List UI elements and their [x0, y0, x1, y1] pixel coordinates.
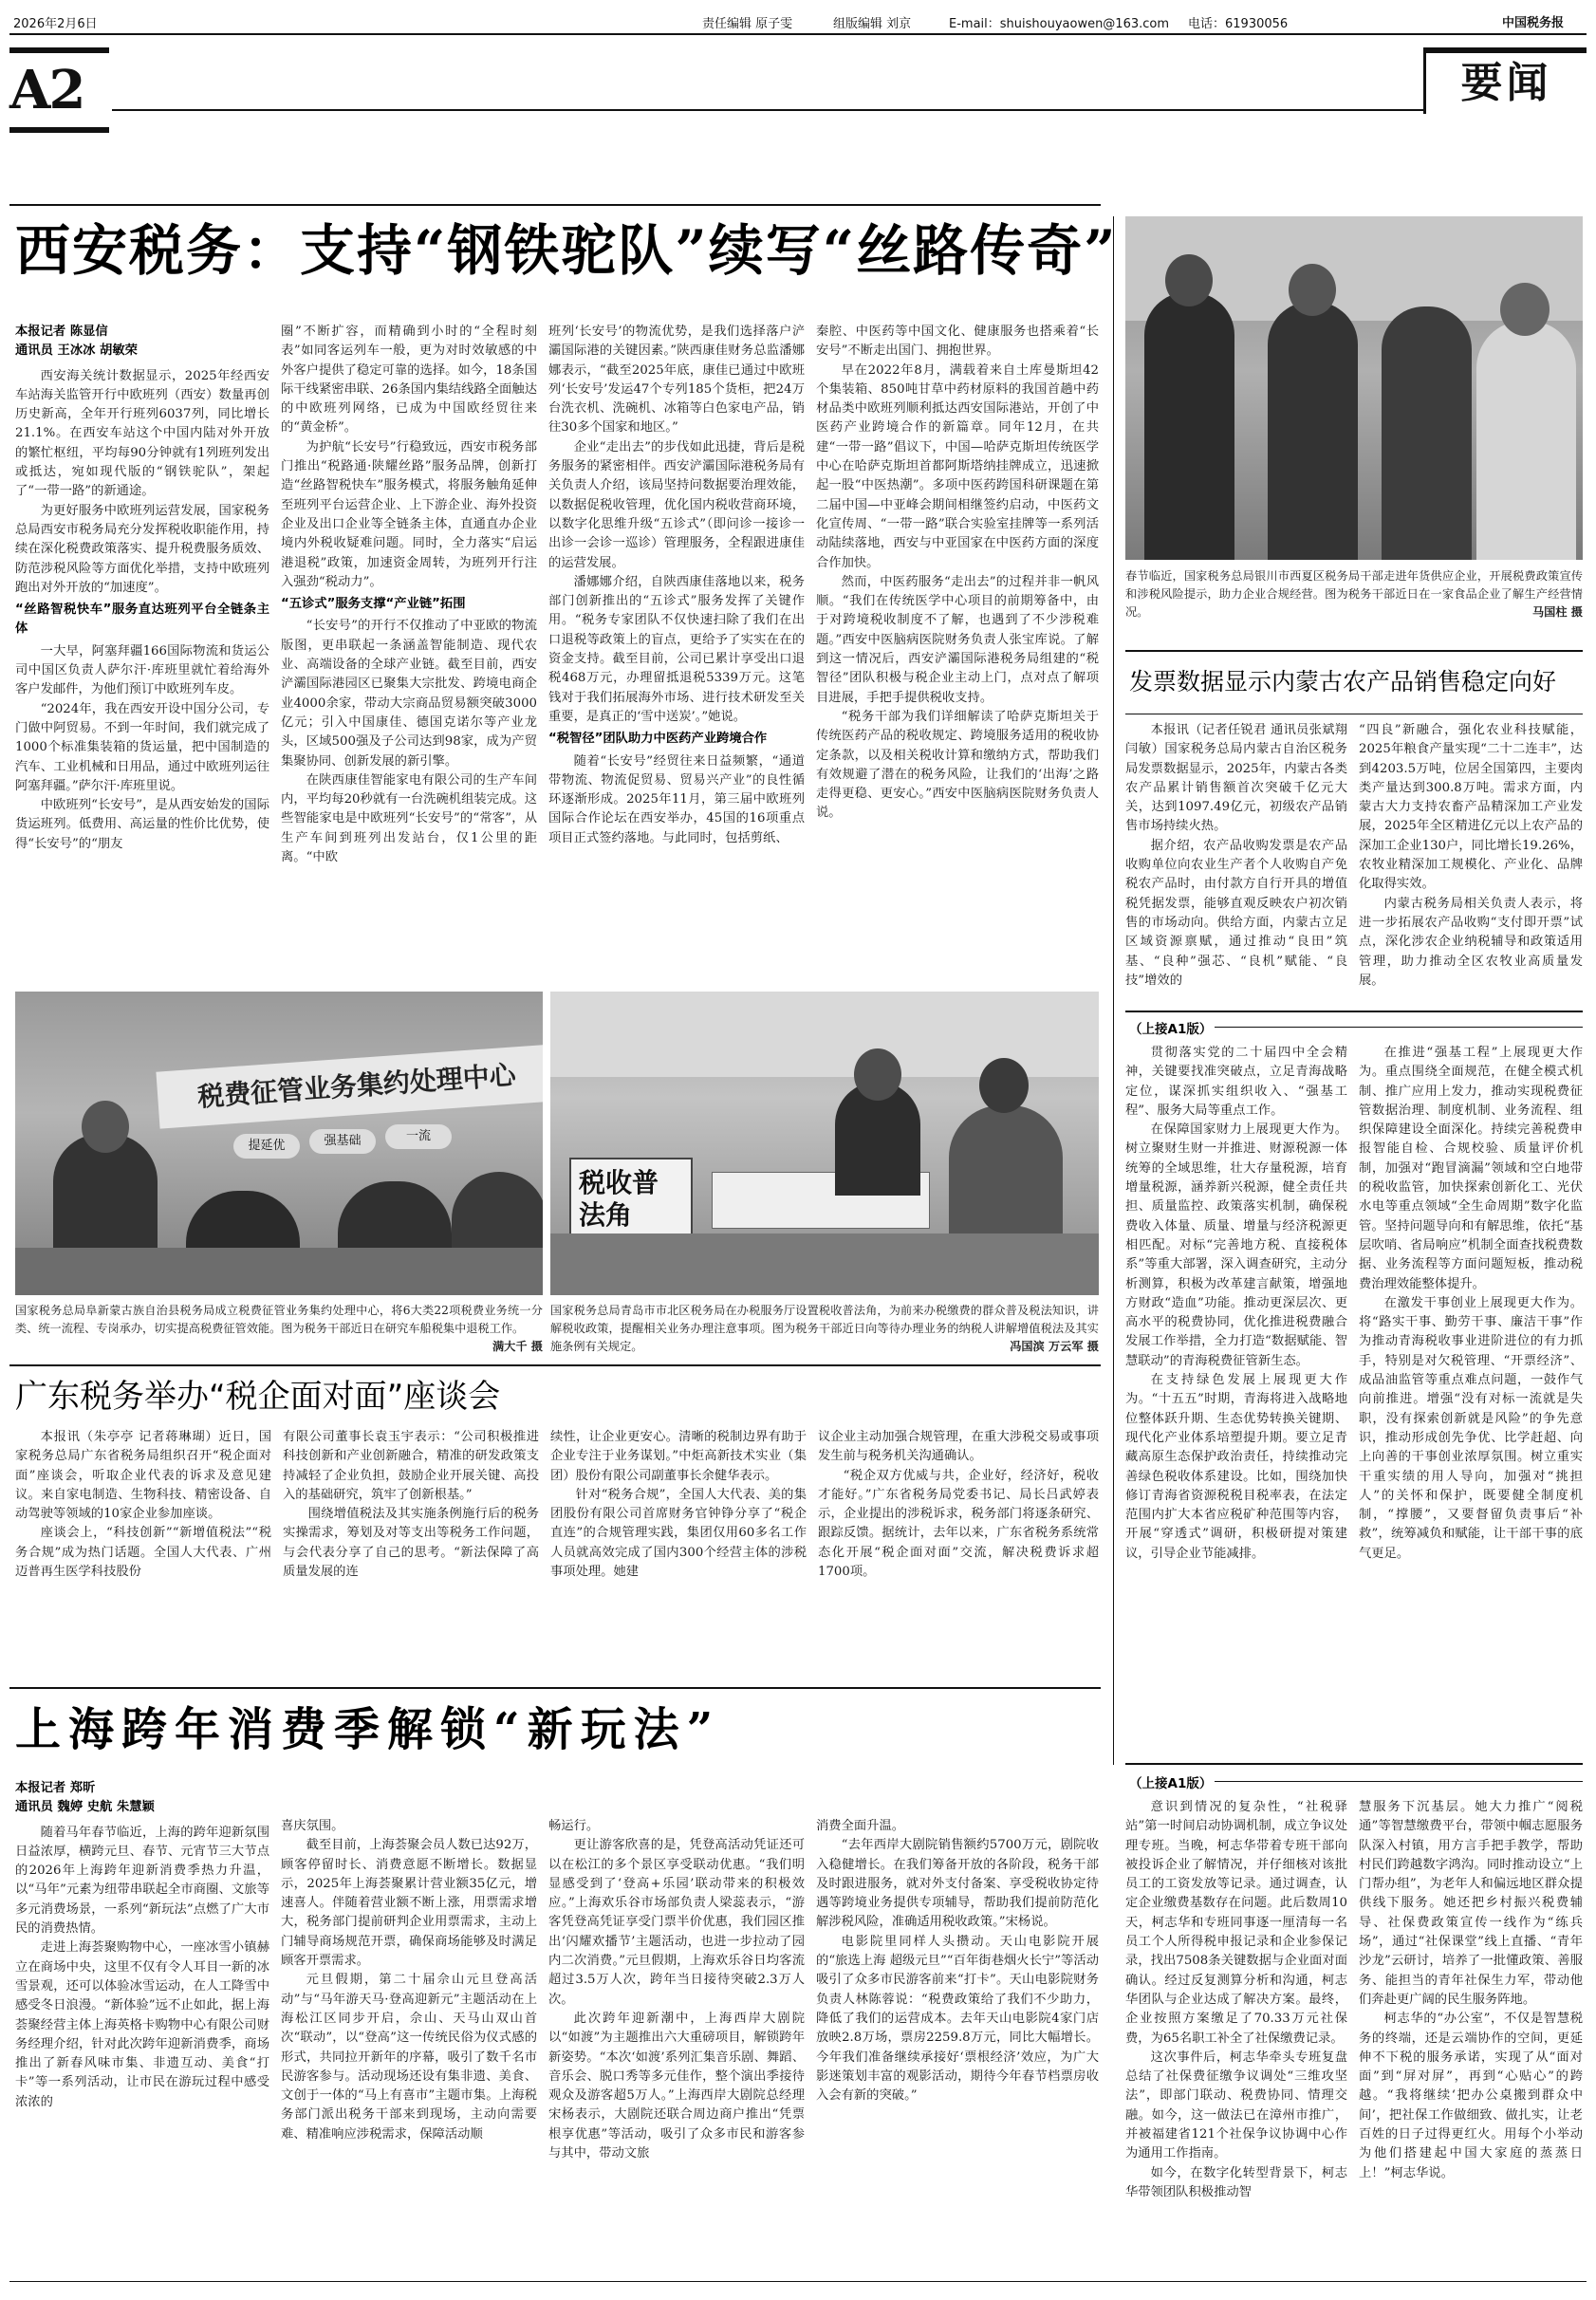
photo-tag: 强基础	[309, 1129, 376, 1154]
continued-article-column-1	[1125, 1044, 1347, 1708]
lead-byline-reporter: 本报记者 陈显信	[15, 325, 108, 339]
paragraph: 随着马年春节临近，上海的跨年迎新氛围日益浓厚，横跨元旦、春节、元宵节三大节点的2026年上海跨年迎新消费季热力升温，以“马年”元素为纽带串联起全市商圈、文旅等多元消费场景，一系列“新玩法”点燃了广大市民的消费热情。	[15, 1825, 269, 1937]
paragraph: “2024年，我在西安开设中国分公司，专门做中阿贸易。不到一年时间，我们就完成了1000个标准集装箱的货运量，把中国制造的汽车、工业机械和日用品，通过中欧班列运往阿塞拜疆。”萨尔汗·库班里说。	[15, 701, 269, 793]
photo-food-enterprise	[1125, 216, 1583, 560]
paragraph: 企业“走出去”的步伐如此迅捷，背后是税务服务的紧密相伴。西安浐灞国际港税务局有关负责人介绍，该局坚持问数据要治理效能，以数据促税收管理，优化国内税收营商环境，以数字化思维升级“五诊式”（即问诊一接诊一出诊一会诊一巡诊）管理服务，全程跟进康佳的运营发展。	[548, 439, 805, 570]
paragraph: 秦腔、中医药等中国文化、健康服务也搭乘着“长安号”不断走出国门、拥抱世界。	[816, 325, 1099, 359]
section-rule	[1125, 1011, 1583, 1012]
paragraph: 此次跨年迎新潮中，上海西岸大剧院以“如渡”为主题推出六大重磅项目，解锁跨年新姿势。“本次‘如渡’系列汇集音乐剧、舞蹈、音乐会、脱口秀等多元佳作，整个演出季接待观众及游客超5万人。”上海西岸大剧院总经理宋杨表示，大剧院还联合周边商户推出“凭票根享优惠”等活动，吸引了众多市民和游客参与其中，带动文旅	[548, 2011, 805, 2161]
photo-tax-center	[15, 992, 543, 1295]
issue-date: 2026年2月6日	[13, 17, 98, 31]
page-number-box	[9, 47, 109, 133]
continued-label: （上接A1版）	[1129, 1022, 1213, 1037]
continued-rule	[1215, 1781, 1583, 1782]
person-silhouette	[1144, 292, 1234, 560]
guangdong-column-1	[15, 1428, 271, 1684]
paragraph: 为更好服务中欧班列运营发展，国家税务总局西安市税务局充分发挥税收职能作用，持续在深化税费政策落实、提升税费服务质效、防范涉税风险等方面优化举措，支持中欧班列跑出对外开放的“加速度”。	[15, 503, 269, 595]
paragraph: “四良”新融合，强化农业科技赋能，2025年粮食产量实现“二十二连丰”，达到4203.5万吨，位居全国第四，主要肉类产量达到300.8万吨。需求方面，内蒙古大力支持农畜产品精深加工产业发展，2025年全区精进亿元以上农产品的深加工企业130户，同比增长19.26%，农牧业精深加工规模化、产业化、品牌化取得实效。	[1359, 723, 1583, 892]
caption-text: 国家税务总局阜新蒙古族自治县税务局成立税费征管业务集约处理中心，将6大类22项税费业务统一分类、统一流程、专岗承办，切实提高税费征管效能。图为税务干部近日在研究车船税集中退税工作。	[15, 1304, 543, 1335]
contact-email: E-mail：shuishouyaowen@163.com	[949, 17, 1170, 31]
person-head	[979, 1058, 1029, 1113]
photo-credit: 冯国滨 万云军 摄	[1010, 1340, 1099, 1353]
guangdong-column-2	[283, 1428, 539, 1684]
paragraph: 为护航“长安号”行稳致远，西安市税务部门推出“税路通·陕耀丝路”服务品牌，创新打造“丝路智税快车”服务模式，将服务触角延伸至班列平台运营企业、上下游企业、海外投资企业及出口企业等全链条主体，直通直办企业境内外税收疑难问题。同时，全力落实“启运港退税”政策，加速资金周转，为班列开行注入强劲“税动力”。	[281, 439, 537, 589]
guangdong-column-4	[818, 1428, 1099, 1684]
desk	[15, 1248, 543, 1295]
person-silhouette	[1382, 306, 1472, 560]
person-head	[82, 1101, 129, 1153]
person-head	[854, 1048, 901, 1101]
photo-credit: 马国柱 摄	[1532, 605, 1583, 619]
photo-tag: 一流	[385, 1124, 452, 1149]
photo-credit: 满大千 摄	[492, 1340, 543, 1353]
paragraph: 议企业主动加强合规管理，在重大涉税交易或事项发生前与税务机关沟通确认。	[818, 1430, 1099, 1464]
lead-byline-correspondents: 通讯员 王冰冰 胡敏荣	[15, 343, 138, 359]
paragraph: 随着“长安号”经贸往来日益频繁，“通道带物流、物流促贸易、贸易兴产业”的良性循环逐渐形成。2025年11月，第三届中欧班列国际合作论坛在西安举办，45国的16项重点项目正式签约落地。与此同时，包括剪纸、	[548, 753, 805, 845]
paragraph: 然而，中医药服务“走出去”的过程并非一帆风顺。“我们在传统医学中心项目的前期筹备中，由于对跨境税收制度不了解，也遇到了不少涉税难题。”西安中医脑病医院财务负责人张宝库说。了解到这一情况后，西安浐灞国际港税务局组建的“税智径”团队积极与税企业主动上门，点对点了解项目进展，手把手提供税收支持。	[816, 574, 1099, 705]
person-head	[1500, 283, 1550, 336]
person-head	[1165, 254, 1213, 306]
paragraph: 续性，让企业更安心。清晰的税制边界有助于企业专注于业务谋划。”中炬高新技术实业（集团）股份有限公司副董事长余健华表示。	[550, 1430, 807, 1483]
paragraph: 更让游客欣喜的是，凭登高活动凭证还可以在松江的多个景区享受联动优惠。“我们明显感受到了‘登高+乐园’联动带来的积极效应。”上海欢乐谷市场部负责人梁蕊表示，“游客凭登高凭证享受门票半价优惠，我们园区推出‘闪耀欢播节’主题活动，也进一步拉动了园内二次消费。”元旦假期，上海欢乐谷日均客流超过3.5万人次，跨年当日接待突破2.3万人次。	[548, 1838, 805, 2007]
paragraph: “税务干部为我们详细解读了哈萨克斯坦关于传统医药产品的税收规定、跨境服务适用的税收协定条款，以及相关税收计算和缴纳方式，帮助我们有效规避了潜在的税务风险，让我们的‘出海’之路走得更稳、更安心。”西安中医脑病医院财务负责人说。	[816, 709, 1099, 821]
lead-column-3	[548, 323, 805, 968]
masthead-rule	[9, 33, 1587, 35]
section-title: 要闻	[1460, 59, 1552, 107]
paragraph: 针对“税务合规”，全国人大代表、美的集团股份有限公司首席财务官钟铮分享了“税企直连”的合规管理实践，集团仅用60多名工作人员就高效完成了国内300个经营主体的涉税事项处理。她建	[550, 1487, 807, 1580]
section-rule	[1125, 650, 1583, 652]
lead-column-4	[816, 323, 1099, 968]
inner-mongolia-column-1	[1125, 721, 1347, 1006]
paragraph: 在支持绿色发展上展现更大作为。“十五五”时期，青海将进入战略地位整体跃升期、生态优势转换关键期、现代化产业体系培塑提升期。要立足青藏高原生态保护政治责任，持续推动完善绿色税收体系建设。比如，围绕加快修订青海省资源税税目税率表，在法定范围内扩大本省应税矿种范围等内容，开展“穿透式”调研，积极研提对策建议，引导企业节能减排。	[1125, 1373, 1347, 1561]
shanghai-byline-correspondents: 通讯员 魏婷 史航 朱慧颖	[15, 1800, 155, 1815]
paragraph: 慧服务下沉基层。她大力推广“阅税通”等智慧缴费平台，带领中帼志愿服务队深入村镇，用方言手把手教学，帮助村民们跨越数字鸿沟。同时推动设立“上门帮办组”，为老年人和偏远地区群众提供线下服务。她还把乡村振兴税费辅导、社保费政策宣传一线作为“练兵场”，通过“社保课堂”线上直播、“青年沙龙”云研讨，培养了一批懂政策、善服务、能担当的青年社保生力军，带动他们奔赴更广阔的民生服务阵地。	[1359, 1800, 1583, 2007]
photo-law-corner-caption	[550, 1302, 1099, 1359]
shanghai-column-3	[548, 1817, 805, 2272]
subheading: “税智径”团队助力中医药产业跨境合作	[548, 732, 768, 747]
paragraph: 电影院里同样人头攒动。天山电影院开展的“旅选上海 超级元旦”“百年街巷烟火长宁”等活动吸引了众多市民游客前来“打卡”。天山电影院财务负责人林陈蓉说：“税费政策给了我们不少助力，降低了我们的运营成本。去年天山电影院4家门店放映2.8万场，票房2259.8万元，同比大幅增长。今年我们准备继续承接好‘票根经济’效应，为广大影迷策划丰富的观影活动，期待今年春节档票房收入会有新的突破。”	[816, 1934, 1099, 2104]
paragraph: 意识到情况的复杂性，“社税驿站”第一时间启动协调机制，成立争议处理专班。当晚，柯志华带着专班干部向被投诉企业了解情况，并仔细核对该批员工的工资发放等记录。通过调查，认定企业缴费基数存在问题。此后数周10天，柯志华和专班同事逐一厘清每一名员工个人所得税申报记录和企业参保记录，找出7508条关键数据与企业面对面确认。经过反复测算分析和沟通，柯志华团队与企业达成了解决方案。最终，企业按照方案缴足了70.33万元社保费，为65名职工补全了社保缴费记录。	[1125, 1800, 1347, 2046]
paragraph: 西安海关统计数据显示，2025年经西安车站海关监管开行中欧班列（西安）数量再创历史新高，全年开行班列6037列，同比增长21.1%。在西安车站这个中国内陆对外开放的繁忙枢纽，平均每90分钟就有1列班列发出或抵达，宛如现代版的“钢铁驼队”，架起了“一带一路”的新通途。	[15, 368, 269, 499]
paragraph: “税企双方优威与共，企业好，经济好，税收才能好。”广东省税务局党委书记、局长吕武婷表示，企业提出的涉税诉求，税务部门将逐条研究、跟踪反馈。据统计，去年以来，广东省税务系统常态化开展“税企面对面”交流，解决税费诉求超1700项。	[818, 1468, 1099, 1580]
paragraph: 据介绍，农产品收购发票是农产品收购单位向农业生产者个人收购自产免税农产品时，由付款方自行开具的增值税凭据发票，能够直观反映农户初次销售的市场动向。供给方面，内蒙古立足区域资源禀赋，通过推动“良田”筑基、“良种”强芯、“良机”赋能、“良技”增效的	[1125, 838, 1347, 988]
paragraph: 早在2022年8月，满载着来自土库曼斯坦42个集装箱、850吨甘草中药材原料的我国首趟中药材品类中欧班列顺利抵达西安国际港站，开创了中医药产业跨境合作的新篇章。同年12月，在共建“一带一路”倡议下，中国—哈萨克斯坦传统医学中心在哈萨克斯坦首都阿斯塔纳挂牌成立，迅速掀起一股“中医热潮”。多项中医药跨国科研课题在第二届中国—中亚峰会期间相继签约启动，中医药文化宣传周、“一带一路”联合实验室挂牌等一系列活动陆续落地，西安与中亚国家在中医药方面的深度合作加快。	[816, 362, 1099, 570]
paragraph: “去年西岸大剧院销售额约5700万元，剧院收入稳健增长。在我们筹备开放的各阶段，税务干部及时跟进服务，就对外支付备案、享受税收协定待遇等跨境业务提供专项辅导，帮助我们提前防范化解涉税风险，准确适用税收政策。”宋杨说。	[816, 1838, 1099, 1930]
paragraph: 圈”不断扩容，而精确到小时的“全程时刻表”如同客运列车一般，更为对时效敏感的中外客户提供了稳定可靠的选择。如今，18条国际干线紧密串联、26条国内集结线路全面触达的中欧班列网络，已成为中国欧经贸往来的“黄金桥”。	[281, 325, 537, 436]
paragraph: 潘娜娜介绍，自陕西康佳落地以来，税务部门创新推出的“五诊式”服务发挥了关键作用。“税务专家团队不仅快速扫除了我们在出口退税等政策上的盲点，更给予了实实在在的资金支持。截至目前，公司已累计享受出口退税468万元，办理留抵退税5339万元。这笔钱对于我们拓展海外市场、进行技术研发至关重要，是真正的‘雪中送炭’。”她说。	[548, 574, 805, 724]
photo-sign: 税费征管业务集约处理中心	[156, 1044, 543, 1128]
caption-text: 国家税务总局青岛市市北区税务局在办税服务厅设置税收普法角，为前来办税缴费的群众普及税法知识，讲解税收政策，提醒相关业务办理注意事项。图为税务干部近日向等待办理业务的纳税人讲解增值税法及其实施条例有关规定。	[550, 1304, 1099, 1353]
column-separator	[1113, 216, 1114, 1765]
caption-text: 春节临近，国家税务总局银川市西夏区税务局干部走进年货供应企业，开展税费政策宣传和涉税风险提示，助力企业合规经营。图为税务干部近日在一家食品企业了解生产经营情况。	[1125, 569, 1583, 619]
paragraph: 在陕西康佳智能家电有限公司的生产车间内，平均每20秒就有一台洗碗机组装完成。这些智能家电是中欧班列“长安号”的“常客”，从生产车间到班列出发站台，仅1公里的距离。“中欧	[281, 772, 537, 865]
section-rule	[9, 1364, 1101, 1366]
shanghai-column-1	[15, 1779, 269, 2272]
paragraph: “长安号”的开行不仅推动了中亚欧的物流版图，更串联起一条涵盖智能制造、现代农业、高端设备的全球产业链。截至目前，西安浐灞国际港园区已聚集大宗批发、跨境电商企业4000余家，带动大宗商品贸易额突破3000亿元；引入中国康佳、德国克诺尔等产业龙头，区域500强及子公司达到98家，成为产贸集聚协同、创新发展的新引擎。	[281, 619, 537, 769]
paragraph: 畅运行。	[548, 1819, 600, 1833]
paragraph: 中欧班列“长安号”，是从西安始发的国际货运班列。低费用、高运量的性价比优势，使得“长安号”的“朋友	[15, 798, 269, 851]
paragraph: 喜庆氛围。	[281, 1819, 344, 1833]
person-silhouette	[1268, 302, 1358, 560]
guangdong-column-3	[550, 1428, 807, 1684]
continued-article-column-1	[1125, 1798, 1347, 2272]
continued-article-column-2	[1359, 1798, 1583, 2272]
paragraph: 在保障国家财力上展现更大作为。树立聚财生财一并推进、财源税源一体统筹的全域思维，壮大存量税源，培育增量税源，涵养新兴税源，健全责任共担、质量监控、政策落实机制，确保税费收入体量、质量、增量与经济税源更相匹配。对标“完善地方税、直接税体系”等重大部署，深入调查研究，主动分析测算，积极为改革建言献策，增强地方财政“造血”功能。推动更深层次、更高水平的税费协同，优化推进税费融合发展工作举措，全力打造“数据赋能、智慧联动”的青海税费征管新生态。	[1125, 1122, 1347, 1368]
lead-headline: 西安税务：支持“钢铁驼队”续写“丝路传奇”	[15, 218, 1118, 283]
paragraph: 柯志华的“办公室”，不仅是智慧税务的终端，还是云端协作的空间，更延伸不下税的服务承诺，实现了从“面对面”到“屏对屏”，再到“心贴心”的跨越。“我将继续‘把办公桌搬到群众中间’，把社保工作做细致、做扎实，让老百姓的日子过得更红火。用每个小举动为他们搭建起中国大家庭的蒸蒸日上！”柯志华说。	[1359, 2012, 1583, 2180]
contact-phone: 电话：61930056	[1188, 17, 1289, 31]
paragraph: 如今，在数字化转型背景下，柯志华带领团队积极推动智	[1125, 2165, 1347, 2199]
paragraph: 内蒙古税务局相关负责人表示，将进一步拓展农产品收购“支付即开票”试点，深化涉农企业纳税辅导和政策适用管理，助力推动全区农牧业高质量发展。	[1359, 896, 1583, 988]
paragraph: 有限公司董事长袁玉宇表示：“公司积极推进科技创新和产业创新融合，精准的研发政策支持减轻了企业负担，鼓励企业开展关键、高投入的基础研究，筑牢了创新根基。”	[283, 1430, 539, 1502]
footer-rule	[9, 2281, 1587, 2282]
paragraph: 消费全面升温。	[816, 1819, 905, 1833]
photo-tax-center-caption	[15, 1302, 543, 1359]
law-corner-sign: 税收普法角	[569, 1158, 693, 1290]
photo-tag: 提延优	[233, 1134, 300, 1159]
paragraph: 走进上海荟聚购物中心，一座冰雪小镇赫立在商场中央，这里不仅有令人耳目一新的冰雪景观，还可以体验冰雪运动，在人工降雪中感受冬日浪漫。“新体验”远不止如此，据上海荟聚经营主体上海英格卡购物中心有限公司财务经理介绍，针对此次跨年迎新消费季，商场推出了新春风味市集、非遗互动、美食“打卡”等一系列活动，让市民在游玩过程中感受浓浓的	[15, 1940, 269, 2109]
paper-name: 中国税务报	[1502, 16, 1565, 30]
paragraph: 在激发干事创业上展现更大作为。将“路实干事、勤劳干事、廉洁干事”作为推动青海税收事业进阶进位的有力抓手，特别是对欠税管理、“开票经济”、成品油监管等重点难点问题，一鼓作气向前推进。增强“没有对标一流就是失职，没有探索创新就是风险”的争先意识，推动形成创先争优、比学赶超、向上向善的干事创业浓厚氛围。树立重实干重实绩的用人导向，加强对“挑担人”的关怀和保护，既要健全制度机制，“撑腰”，又要督留负责事后“补救”，统筹减负和赋能，让干部干事的底气更足。	[1359, 1295, 1583, 1561]
section-rule	[1125, 1763, 1583, 1765]
inner-mongolia-column-2	[1359, 721, 1583, 1006]
shanghai-column-4	[816, 1817, 1099, 2272]
paragraph: 元旦假期，第二十届佘山元旦登高活动”与“马年游天马·登高迎新元”主题活动在上海松江区同步开启，佘山、天马山双山首次“联动”，以“登高”这一传统民俗为仪式感的形式，共同拉开新年的序幕，吸引了数千名市民游客参与。活动现场还设有集非遗、美食、文创于一体的“马上有喜市”主题市集。上海税务部门派出税务干部来到现场，主动向需要难、精准响应涉税需求，保障活动顺	[281, 1973, 537, 2142]
shanghai-column-2	[281, 1817, 537, 2272]
page-number: A2	[9, 59, 84, 121]
continued-label: （上接A1版）	[1129, 1776, 1213, 1791]
paragraph: 在推进“强基工程”上展现更大作为。重点围绕全面规范，在健全模式机制、推广应用上发力，推动实现税费征管数据治理、制度机制、业务流程、组织保障建设全面深化。持续完善税费申报智能自检、合规校验、质量评价机制，加强对“跑冒滴漏”领域和空白地带的税收监管，加快探索创新化工、光伏水电等重点领域“全生命周期”数字化监管。坚持问题导向和有解思维，依托“基层吹哨、省局响应”机制全面查找税费数据、业务流程等方面问题短板，推动税费治理效能整体提升。	[1359, 1046, 1583, 1291]
subheading: “丝路智税快车”服务直达班列平台全链条主体	[15, 603, 269, 637]
person-silhouette	[1476, 321, 1576, 560]
shanghai-byline-reporter: 本报记者 郑昕	[15, 1781, 96, 1795]
continued-article-column-2	[1359, 1044, 1583, 1708]
paragraph: 本报讯（记者任锐君 通讯员张斌翔 闫敏）国家税务总局内蒙古自治区税务局发票数据显示，2025年，内蒙古各类农产品累计销售额首次突破千亿元大关，达到1097.49亿元，初级农产品销售市场持续火热。	[1125, 723, 1347, 834]
lead-column-1	[15, 323, 269, 968]
editor-credit: 责任编辑 原子雯	[702, 17, 793, 31]
section-rule	[9, 1687, 1101, 1689]
photo-food-enterprise-caption	[1125, 567, 1583, 645]
inner-mongolia-headline: 发票数据显示内蒙古农产品销售稳定向好	[1129, 668, 1557, 696]
shanghai-headline: 上海跨年消费季解锁“新玩法”	[15, 1703, 721, 1756]
paragraph: 贯彻落实党的二十届四中全会精神，关键要找准突破点，立足青海战略定位，谋深抓实组织收入、“强基工程”、服务大局等重点工作。	[1125, 1046, 1347, 1118]
continued-rule	[1215, 1027, 1583, 1028]
paragraph: 截至目前，上海荟聚会员人数已达92万，顾客停留时长、消费意愿不断增长。数据显示，2025年上海荟聚累计营业额35亿元，增速喜人。伴随着营业额不断上涨，用票需求增大，税务部门提前研判企业用票需求，主动上门辅导商场规范开票，确保商场能够及时满足顾客开票需求。	[281, 1838, 537, 1969]
paragraph: 座谈会上，“科技创新”“新增值税法”“税务合规”成为热门话题。全国人大代表、广州迈普再生医学科技股份	[15, 1526, 271, 1580]
layout-editor-credit: 组版编辑 刘京	[833, 17, 912, 31]
paragraph: 班列‘长安号’的物流优势，是我们选择落户浐灞国际港的关键因素。”陕西康佳财务总监潘娜娜表示，“截至2025年底，康佳已通过中欧班列‘长安号’发运47个专列185个货柜，把24万台洗衣机、洗碗机、冰箱等白色家电产品，销往30多个国家和地区。”	[548, 325, 805, 436]
paragraph: 一大早，阿塞拜疆166国际物流和货运公司中国区负责人萨尔汗·库班里就忙着给海外客户发邮件，为他们预订中欧班列车皮。	[15, 643, 269, 697]
desk	[550, 1233, 1099, 1295]
subheading: “五诊式”服务支撑“产业链”拓围	[281, 597, 466, 612]
photo-law-corner	[550, 992, 1099, 1295]
person-head	[1289, 264, 1336, 316]
guangdong-headline: 广东税务举办“税企面对面”座谈会	[15, 1378, 501, 1416]
paragraph: 本报讯（朱亭亭 记者蒋琳瑚）近日，国家税务总局广东省税务局组织召开“税企面对面”座谈会，听取企业代表的诉求及意见建议。来自家电制造、生物科技、精密设备、自动驾驶等领域的10家企业参加座谈。	[15, 1430, 271, 1522]
lead-top-rule	[9, 204, 1101, 206]
paragraph: 这次事件后，柯志华牵头专班复盘总结了社保费征缴争议调处“三维攻坚法”，即部门联动、税费协同、情理交融。如今，这一做法已在漳州市推广，并被福建省121个社保争议协调中心作为通用工作指南。	[1125, 2050, 1347, 2161]
paragraph: 围绕增值税法及其实施条例施行后的税务实操需求，筹划及对等支出等税务工作问题，与会代表分享了自己的思考。“新法保障了高质量发展的连	[283, 1507, 539, 1580]
section-box	[1423, 47, 1587, 114]
lead-column-2	[281, 323, 537, 968]
header-rule	[112, 109, 1423, 111]
